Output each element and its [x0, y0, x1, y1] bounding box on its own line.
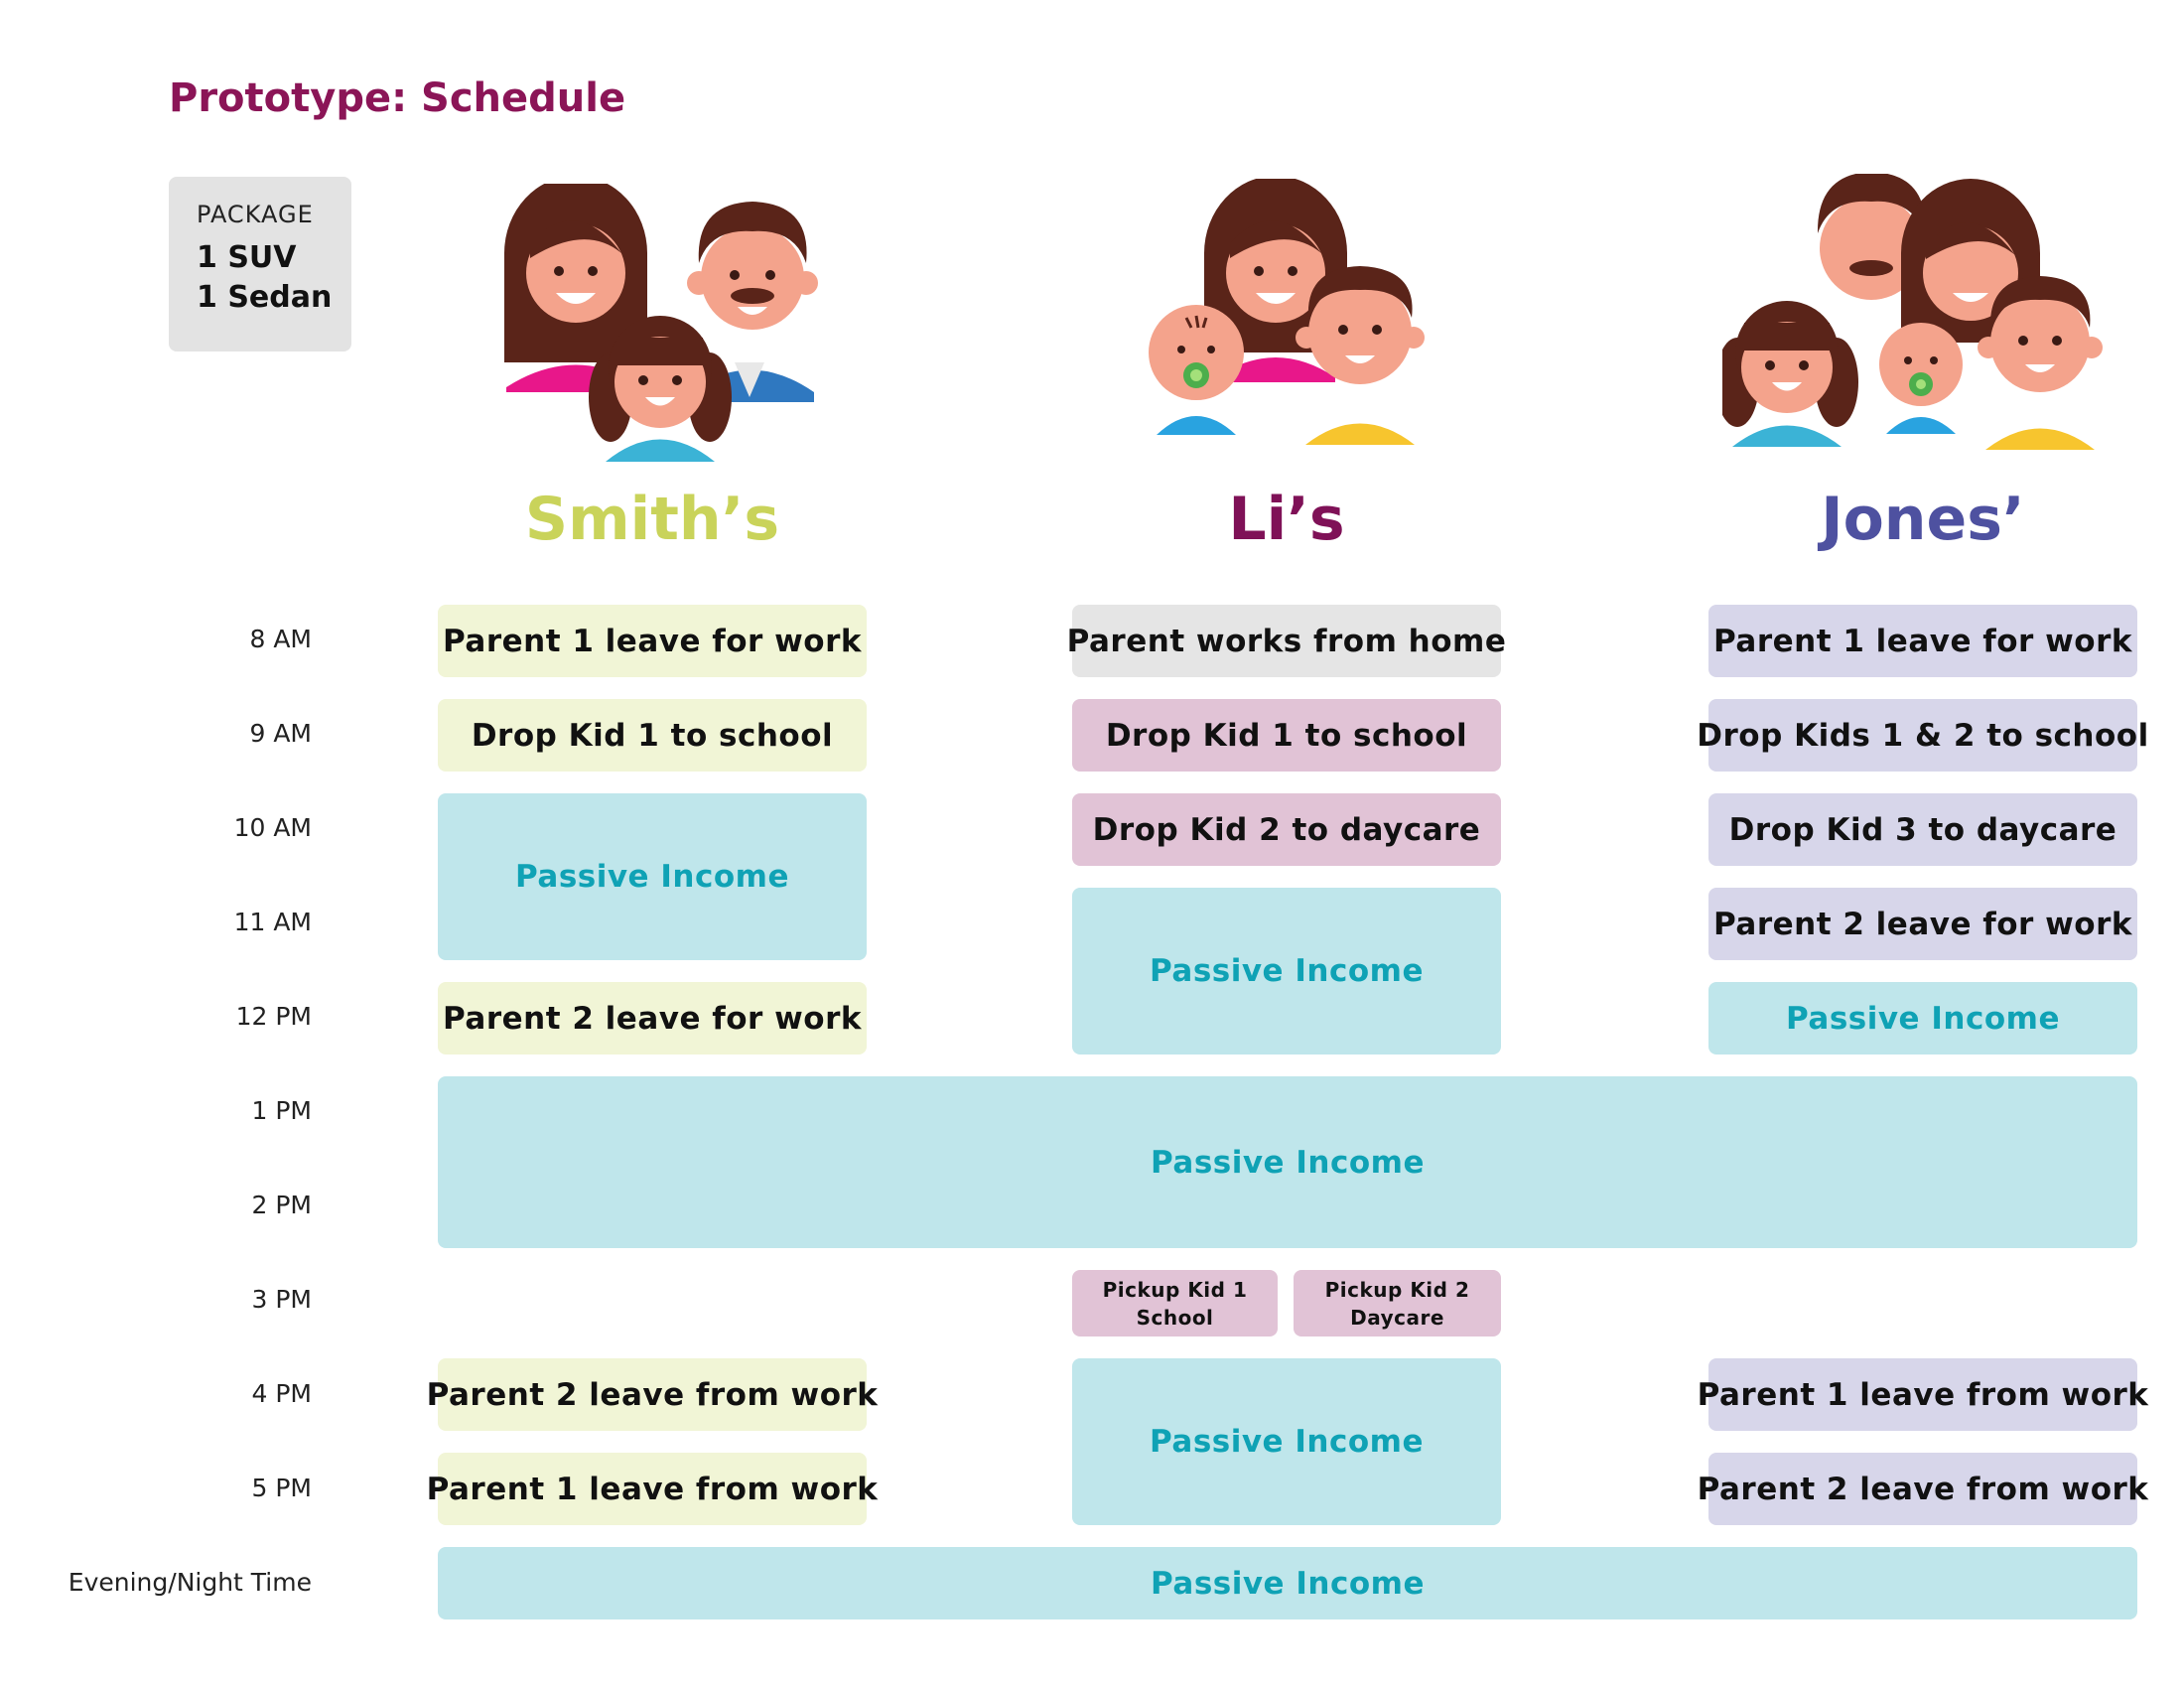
jones-block-4pm: Parent 1 leave from work [1708, 1358, 2137, 1431]
li-block-8am: Parent works from home [1072, 605, 1501, 677]
shared-afternoon-passive-income-block: Passive Income [438, 1076, 2137, 1248]
package-item-suv: 1 SUV [197, 240, 297, 275]
smith-passive-income-block: Passive Income [438, 793, 867, 960]
time-label-12pm: 12 PM [235, 1002, 312, 1031]
li-pickup-kid2-block: Pickup Kid 2 Daycare [1294, 1270, 1501, 1336]
time-label-evening: Evening/Night Time [68, 1568, 312, 1597]
smith-block-8am: Parent 1 leave for work [438, 605, 867, 677]
time-label-4pm: 4 PM [251, 1379, 312, 1408]
jones-block-9am: Drop Kids 1 & 2 to school [1708, 699, 2137, 772]
family-name-li: Li’s [1228, 485, 1345, 554]
time-label-9am: 9 AM [249, 719, 312, 748]
family-name-jones: Jones’ [1821, 485, 2025, 554]
time-label-1pm: 1 PM [251, 1096, 312, 1125]
li-passive-income-block: Passive Income [1072, 888, 1501, 1055]
jones-block-5pm: Parent 2 leave from work [1708, 1453, 2137, 1525]
li-block-9am: Drop Kid 1 to school [1072, 699, 1501, 772]
smith-block-9am: Drop Kid 1 to school [438, 699, 867, 772]
jones-passive-income-block: Passive Income [1708, 982, 2137, 1055]
package-card [169, 177, 351, 352]
jones-block-11am: Parent 2 leave for work [1708, 888, 2137, 960]
time-label-3pm: 3 PM [251, 1285, 312, 1314]
li-family-icon [1142, 179, 1430, 447]
package-label: PACKAGE [197, 201, 314, 228]
time-label-11am: 11 AM [233, 908, 312, 936]
time-label-5pm: 5 PM [251, 1474, 312, 1502]
smith-family-icon [496, 184, 834, 462]
li-pickup-kid1-block: Pickup Kid 1 School [1072, 1270, 1278, 1336]
li-passive-income-afternoon-block: Passive Income [1072, 1358, 1501, 1525]
smith-block-4pm: Parent 2 leave from work [438, 1358, 867, 1431]
family-name-smith: Smith’s [524, 485, 780, 554]
jones-family-icon [1722, 174, 2105, 452]
time-label-10am: 10 AM [233, 813, 312, 842]
time-label-2pm: 2 PM [251, 1191, 312, 1219]
smith-block-12pm: Parent 2 leave for work [438, 982, 867, 1055]
page-title: Prototype: Schedule [169, 75, 626, 121]
package-item-sedan: 1 Sedan [197, 280, 333, 315]
smith-block-5pm: Parent 1 leave from work [438, 1453, 867, 1525]
jones-block-10am: Drop Kid 3 to daycare [1708, 793, 2137, 866]
time-label-8am: 8 AM [249, 625, 312, 653]
li-block-10am: Drop Kid 2 to daycare [1072, 793, 1501, 866]
jones-block-8am: Parent 1 leave for work [1708, 605, 2137, 677]
shared-evening-passive-income-block: Passive Income [438, 1547, 2137, 1619]
